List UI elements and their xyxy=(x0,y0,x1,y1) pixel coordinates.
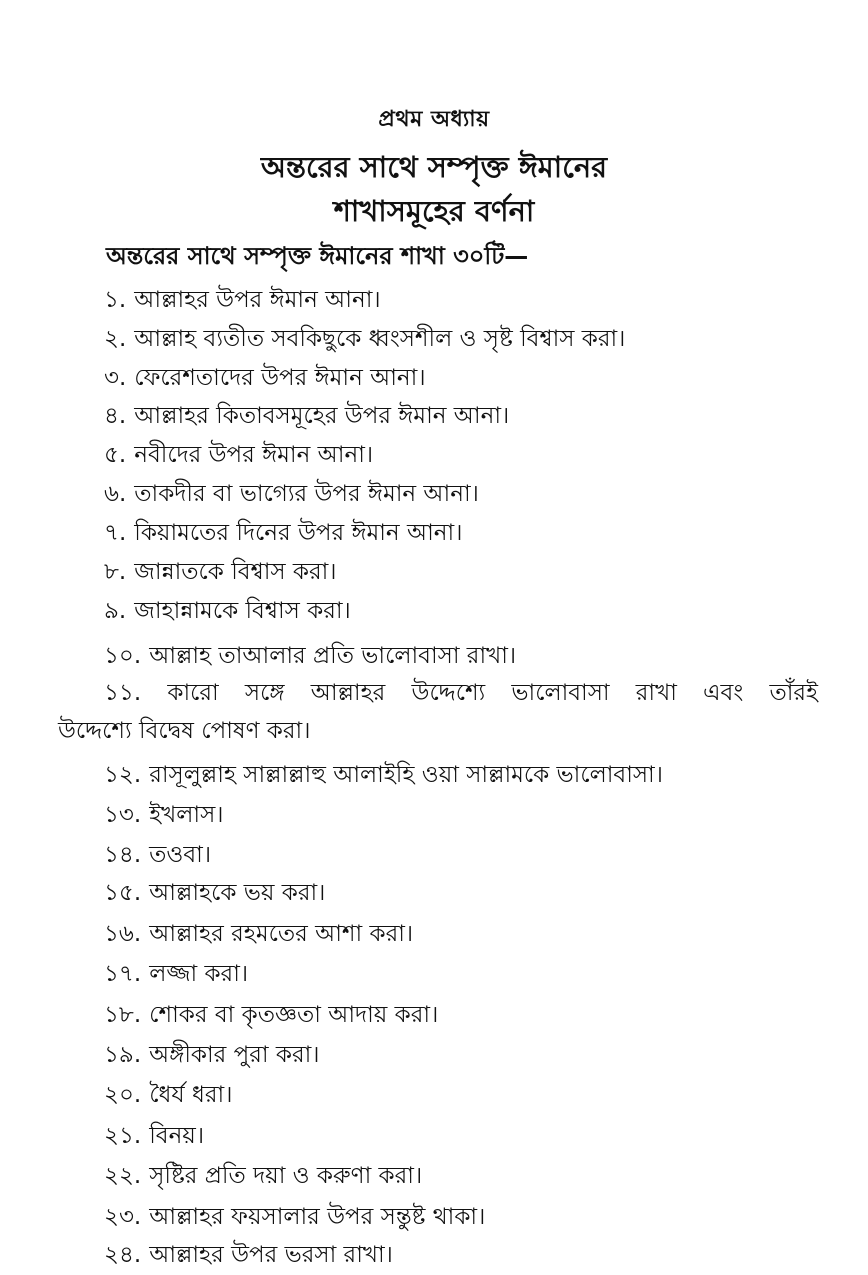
list-item-number: ৬. xyxy=(104,481,127,507)
list-item xyxy=(104,1076,232,1115)
list-item xyxy=(104,592,351,631)
list-item xyxy=(104,436,373,475)
list-item-text: লজ্জা করা। xyxy=(149,961,249,987)
list-item-text: আল্লাহ ব্যতীত সবকিছুকে ধ্বংসশীল ও সৃষ্ট বিশ্বাস করা। xyxy=(134,326,626,352)
list-item-continuation: উদ্দেশ্যে বিদ্বেষ পোষণ করা। xyxy=(58,718,311,744)
list-item xyxy=(104,637,516,676)
list-item xyxy=(104,874,325,913)
list-item-number: ১৭. xyxy=(104,961,142,987)
list-item xyxy=(104,996,438,1035)
list-item-text: ধৈর্য ধরা। xyxy=(149,1082,233,1108)
list-item xyxy=(104,281,381,320)
chapter-heading: প্রথম অধ্যায় xyxy=(378,107,490,132)
list-item-text: আল্লাহর রহমতের আশা করা। xyxy=(149,921,414,947)
list-item-number: ১৫. xyxy=(104,880,142,906)
list-item-text: আল্লাহ তাআলার প্রতি ভালোবাসা রাখা। xyxy=(149,643,517,669)
list-item-wrapped xyxy=(58,674,818,750)
list-item-number: ২৩. xyxy=(104,1204,142,1230)
list-item-text: আল্লাহকে ভয় করা। xyxy=(149,880,326,906)
list-item xyxy=(104,796,224,835)
list-item xyxy=(104,514,462,553)
page-title-line-2: শাখাসমূহের বর্ণনা xyxy=(333,194,535,228)
list-item-number: ৩. xyxy=(104,365,127,391)
list-item-text: কিয়ামতের দিনের উপর ঈমান আনা। xyxy=(134,520,463,546)
list-item xyxy=(104,1236,393,1275)
list-item-text: অঙ্গীকার পুরা করা। xyxy=(149,1042,320,1068)
list-item-text: তাকদীর বা ভাগ্যের উপর ঈমান আনা। xyxy=(134,481,479,507)
list-item-number: ১৬. xyxy=(104,921,142,947)
list-item xyxy=(104,359,426,398)
list-item-text: তওবা। xyxy=(149,842,212,868)
list-item-text: জান্নাতকে বিশ্বাস করা। xyxy=(134,559,337,585)
list-item-number: ১৮. xyxy=(104,1002,142,1028)
list-item-text: নবীদের উপর ঈমান আনা। xyxy=(134,442,374,468)
list-item-number: ২০. xyxy=(104,1082,142,1108)
list-item-number: ১১. xyxy=(104,680,142,706)
list-item xyxy=(104,397,509,436)
list-item xyxy=(104,915,413,954)
list-item-number: ১. xyxy=(104,287,127,313)
list-item-text: রাসূলুল্লাহ সাল্লাল্লাহু আলাইহি ওয়া সাল্লামকে ভালোবাসা। xyxy=(149,762,663,788)
list-item-number: ২১. xyxy=(104,1123,142,1149)
list-item xyxy=(104,1036,320,1075)
list-intro: অন্তরের সাথে সম্পৃক্ত ঈমানের শাখা ৩০টি— xyxy=(106,242,529,270)
list-item-text: ইখলাস। xyxy=(149,802,224,828)
list-item-text: আল্লাহর উপর ঈমান আনা। xyxy=(134,287,381,313)
list-item-number: ১৩. xyxy=(104,802,142,828)
list-item-text: শোকর বা কৃতজ্ঞতা আদায় করা। xyxy=(149,1002,439,1028)
list-item-number: ৪. xyxy=(104,403,127,429)
list-item xyxy=(104,955,248,994)
list-item-text: ফেরেশতাদের উপর ঈমান আনা। xyxy=(134,365,426,391)
list-item-number: ৮. xyxy=(104,559,127,585)
list-item xyxy=(104,475,479,514)
list-item xyxy=(104,553,337,592)
list-item-number: ২. xyxy=(104,326,127,352)
list-item xyxy=(104,836,211,875)
list-item xyxy=(104,1157,422,1196)
list-item-number: ১২. xyxy=(104,762,142,788)
list-item xyxy=(104,756,663,795)
list-item-text: সৃষ্টির প্রতি দয়া ও করুণা করা। xyxy=(149,1163,423,1189)
list-item-text: কারো সঙ্গে আল্লাহর উদ্দেশ্যে ভালোবাসা রাখা এবং তাঁরই xyxy=(167,680,818,706)
list-item-text: বিনয়। xyxy=(149,1123,205,1149)
list-item-number: ১৪. xyxy=(104,842,142,868)
list-item-first-line xyxy=(58,674,818,712)
list-item xyxy=(104,1117,204,1156)
list-item-text: আল্লাহর উপর ভরসা রাখা। xyxy=(149,1242,393,1268)
list-item-number: ২২. xyxy=(104,1163,142,1189)
list-item-text: আল্লাহর ফয়সালার উপর সন্তুষ্ট থাকা। xyxy=(149,1204,486,1230)
list-item-number: ৯. xyxy=(104,598,127,624)
list-item-number: ১৯. xyxy=(104,1042,142,1068)
list-item-text: আল্লাহর কিতাবসমূহের উপর ঈমান আনা। xyxy=(134,403,510,429)
list-item xyxy=(104,320,625,359)
list-item-number: ১০. xyxy=(104,643,142,669)
list-item-number: ৫. xyxy=(104,442,127,468)
list-item-number: ৭. xyxy=(104,520,127,546)
page-title-line-1: অন্তরের সাথে সম্পৃক্ত ঈমানের xyxy=(260,150,608,184)
list-item xyxy=(104,1198,485,1237)
list-item-text: জাহান্নামকে বিশ্বাস করা। xyxy=(134,598,351,624)
list-item-number: ২৪. xyxy=(104,1242,142,1268)
